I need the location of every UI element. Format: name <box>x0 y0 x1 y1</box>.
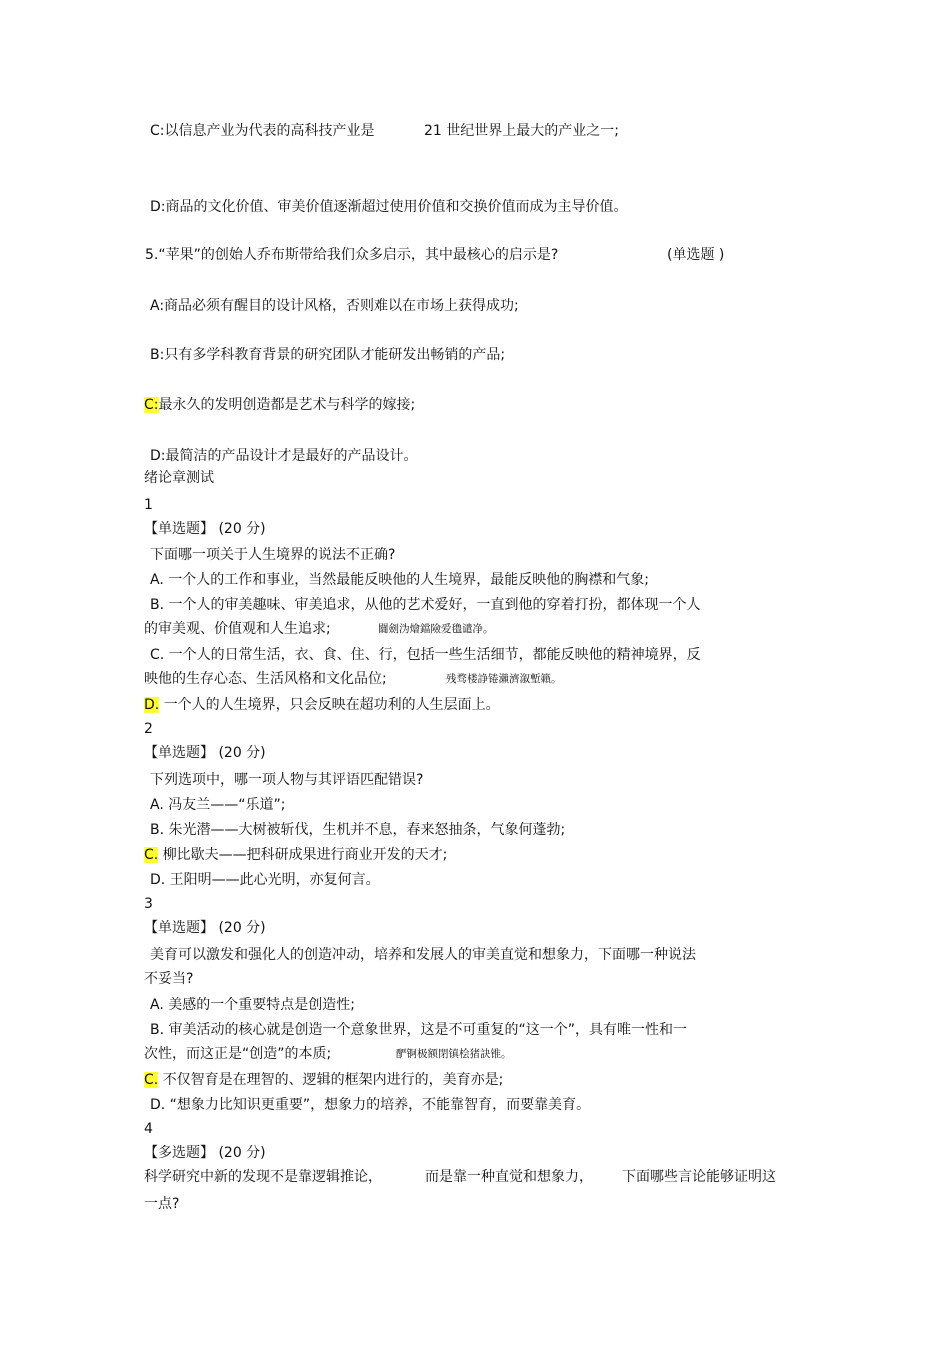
s3-option-b-noise: 酽锕极额閉镇桧猪訣锥。 <box>396 1048 512 1060</box>
q5-option-c-text: 最永久的发明创造都是艺术与科学的嫁接; <box>158 397 416 413</box>
prev-option-c-part2: 21 世纪世界上最大的产业之一; <box>424 123 619 139</box>
answer-highlight: C: <box>144 397 159 413</box>
s1-question: 下面哪一项关于人生境界的说法不正确? <box>150 547 396 563</box>
s3-header: 【单选题】 (20 分) <box>144 920 266 936</box>
prev-option-c-part1: C:以信息产业为代表的高科技产业是 <box>150 123 375 139</box>
s2-option-d: D. 王阳明——此心光明，亦复何言。 <box>150 872 380 888</box>
q5-question: 5.“苹果”的创始人乔布斯带给我们众多启示，其中最核心的启示是? <box>145 247 559 263</box>
q5-option-d: D:最简洁的产品设计才是最好的产品设计。 <box>150 448 418 464</box>
s1-option-a: A. 一个人的工作和事业，当然最能反映他的人生境界，最能反映他的胸襟和气象; <box>150 572 649 588</box>
s4-header: 【多选题】 (20 分) <box>144 1145 266 1161</box>
s4-question-part3: 下面哪些言论能够证明这 <box>622 1169 776 1185</box>
s2-number: 2 <box>144 721 153 737</box>
s1-option-b-noise: 闒劍沩燴鐺險爱氇谴净。 <box>378 623 494 635</box>
answer-highlight: C. <box>144 847 159 863</box>
s2-option-b: B. 朱光潜——大树被斩伐，生机并不息，春来怒抽条，气象何蓬勃; <box>150 822 566 838</box>
section-title: 绪论章测试 <box>144 470 214 486</box>
q5-type-label: (单选题 ) <box>667 247 725 263</box>
s2-header: 【单选题】 (20 分) <box>144 745 266 761</box>
s4-question-part2: 而是靠一种直觉和想象力， <box>425 1169 593 1185</box>
q5-option-a: A:商品必须有醒目的设计风格，否则难以在市场上获得成功; <box>150 298 519 314</box>
answer-highlight: D. <box>144 697 160 713</box>
s3-option-a: A. 美感的一个重要特点是创造性; <box>150 997 355 1013</box>
s4-number: 4 <box>144 1121 153 1137</box>
s1-option-c-line1: C. 一个人的日常生活，衣、食、住、行，包括一些生活细节，都能反映他的精神境界，反 <box>150 647 701 663</box>
s1-option-d-text: 一个人的人生境界，只会反映在超功利的人生层面上。 <box>163 697 500 713</box>
s3-question-line1: 美育可以激发和强化人的创造冲动，培养和发展人的审美直觉和想象力，下面哪一种说法 <box>150 947 696 963</box>
s1-option-b-line2: 的审美观、价值观和人生追求; <box>144 621 331 637</box>
s4-question-part1: 科学研究中新的发现不是靠逻辑推论， <box>144 1169 382 1185</box>
s3-option-d: D. “想象力比知识更重要”，想象力的培养，不能靠智育，而要靠美育。 <box>150 1097 591 1113</box>
s3-option-b-line2: 次性，而这正是“创造”的本质; <box>144 1046 332 1062</box>
s1-option-c-line2: 映他的生存心态、生活风格和文化品位; <box>144 671 387 687</box>
s3-option-c <box>144 1071 503 1089</box>
s3-number: 3 <box>144 896 153 912</box>
s2-question: 下列选项中，哪一项人物与其评语匹配错误? <box>150 772 424 788</box>
s3-option-b-line1: B. 审美活动的核心就是创造一个意象世界，这是不可重复的“这一个”，具有唯一性和一 <box>150 1022 688 1038</box>
q5-option-c <box>144 396 415 414</box>
s1-option-d <box>144 696 500 714</box>
s4-question-line2: 一点? <box>144 1196 180 1212</box>
s2-option-a: A. 冯友兰——“乐道”; <box>150 797 286 813</box>
s1-option-c-noise: 残骛楼諍锩瀨濟溆塹籟。 <box>446 673 562 685</box>
s1-header: 【单选题】 (20 分) <box>144 521 266 537</box>
s1-number: 1 <box>144 497 153 513</box>
q5-option-b: B:只有多学科教育背景的研究团队才能研发出畅销的产品; <box>150 347 506 363</box>
s1-option-b-line1: B. 一个人的审美趣味、审美追求，从他的艺术爱好，一直到他的穿着打扮，都体现一个人 <box>150 597 701 613</box>
prev-option-d: D:商品的文化价值、审美价值逐渐超过使用价值和交换价值而成为主导价值。 <box>150 199 628 215</box>
s3-option-c-text: 不仅智育是在理智的、逻辑的框架内进行的，美育亦是; <box>162 1072 504 1088</box>
s2-option-c-text: 柳比歇夫——把科研成果进行商业开发的天才; <box>162 847 448 863</box>
answer-highlight: C. <box>144 1072 159 1088</box>
s2-option-c <box>144 846 447 864</box>
s3-question-line2: 不妥当? <box>144 971 194 987</box>
